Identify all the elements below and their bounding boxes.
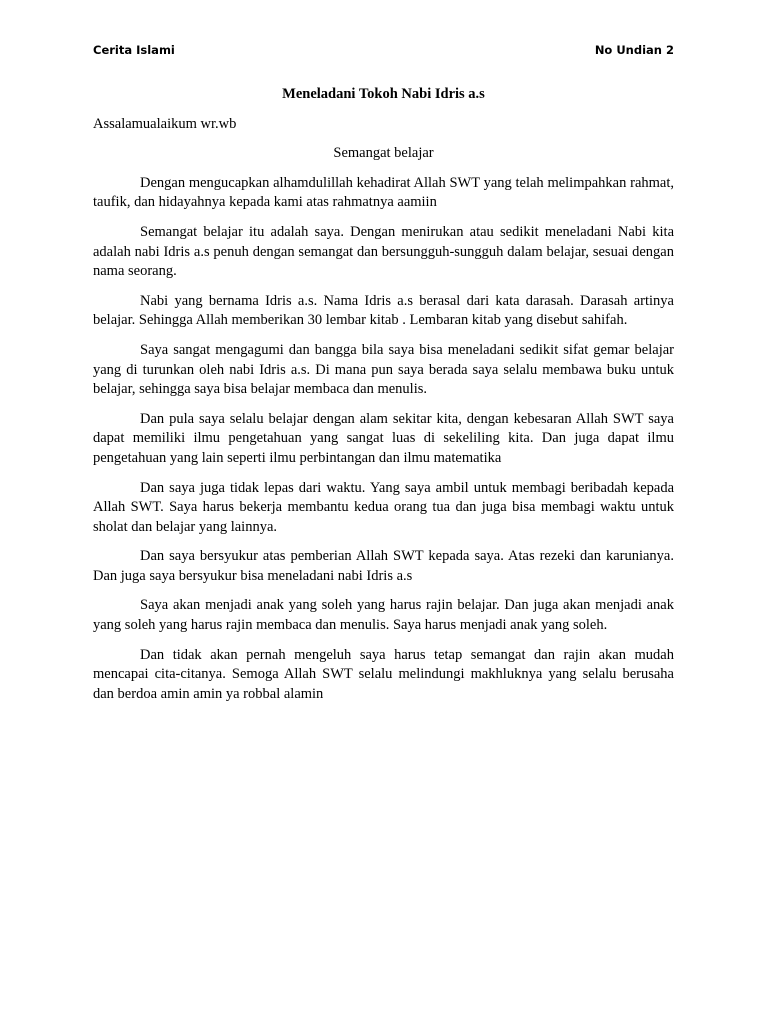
page-header [93, 43, 674, 61]
document-title: Meneladani Tokoh Nabi Idris a.s [282, 86, 485, 102]
paragraph: Dan pula saya selalu belajar dengan alam sekitar kita, dengan kebesaran Allah SWT saya dapat memiliki ilmu pengetahuan yang sangat luas di sekeliling kita. Dan juga dapat ilmu pengetahuan yang lain seperti ilmu perbintangan dan ilmu matematika [93, 410, 674, 466]
paragraph: Dan saya bersyukur atas pemberian Allah SWT kepada saya. Atas rezeki dan karunianya. Dan juga saya bersyukur bisa meneladani nabi Idris a.s [93, 548, 674, 584]
greeting: Assalamualaikum wr.wb [93, 115, 237, 132]
document-subtitle: Semangat belajar [333, 145, 434, 162]
paragraph: Saya sangat mengagumi dan bangga bila saya bisa meneladani sedikit sifat gemar belajar yang di turunkan oleh nabi Idris a.s. Di mana pun saya berada saya selalu membawa buku untuk belajar, sehingga saya bisa belajar membaca dan menulis. [93, 341, 674, 398]
header-draw-number: No Undian 2 [594, 43, 674, 57]
paragraph: Dan saya juga tidak lepas dari waktu. Yang saya ambil untuk membagi beribadah kepada Allah SWT. Saya harus bekerja membantu kedua orang tua dan juga bisa membagi waktu untuk sholat dan belajar yang lainnya. [93, 479, 674, 535]
paragraph: Dengan mengucapkan alhamdulillah kehadirat Allah SWT yang telah melimpahkan rahmat, taufik, dan hidayahnya kepada kami atas rahmatnya aamiin [93, 174, 674, 211]
header-category: Cerita Islami [93, 43, 175, 57]
paragraph: Nabi yang bernama Idris a.s. Nama Idris a.s berasal dari kata darasah. Darasah artinya belajar. Sehingga Allah memberikan 30 lembar kitab . Lembaran kitab yang disebut sahifah. [93, 292, 674, 329]
paragraph: Semangat belajar itu adalah saya. Dengan menirukan atau sedikit meneladani Nabi kita adalah nabi Idris a.s penuh dengan semangat dan bersungguh-sungguh dalam belajar, sesuai dengan nama seorang. [93, 223, 674, 280]
paragraph: Dan tidak akan pernah mengeluh saya harus tetap semangat dan rajin akan mudah mencapai cita-citanya. Semoga Allah SWT selalu melindungi makhluknya yang selalu berusaha dan berdoa amin amin ya robbal alamin [93, 646, 674, 702]
document-body [93, 85, 674, 714]
paragraph: Saya akan menjadi anak yang soleh yang harus rajin belajar. Dan juga akan menjadi anak yang soleh yang harus rajin membaca dan menulis. Saya harus menjadi anak yang soleh. [93, 597, 674, 634]
